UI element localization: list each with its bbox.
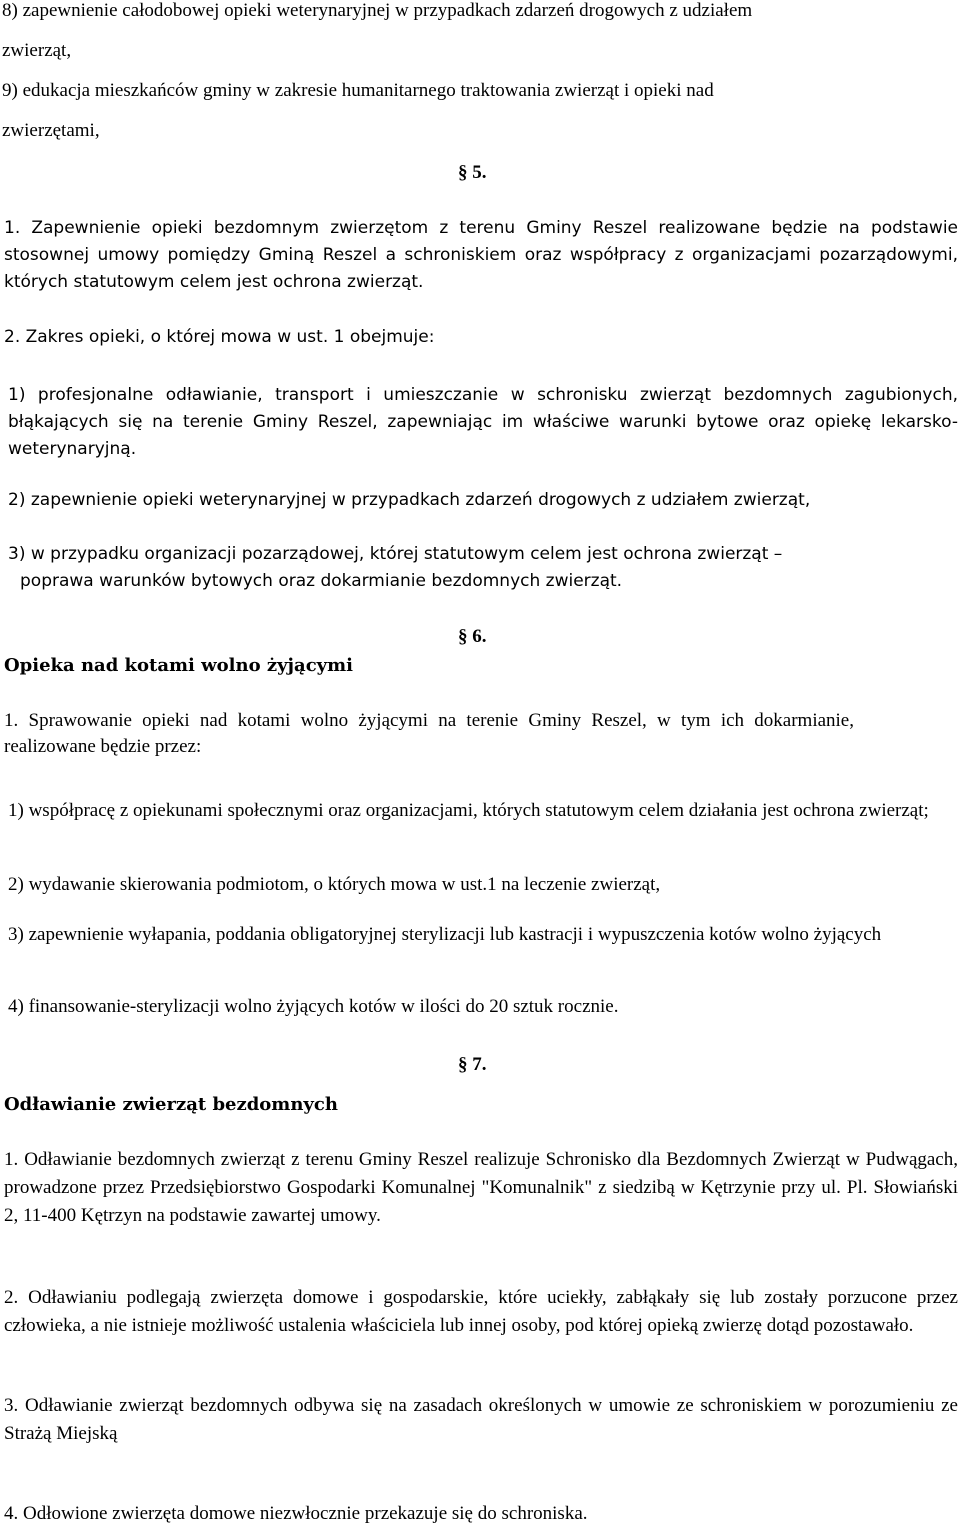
- section-6-item-4: 4) finansowanie-sterylizacji wolno żyjących kotów w ilości do 20 sztuk rocznie.: [8, 996, 619, 1017]
- section-6-paragraph-1: 1. Sprawowanie opieki nad kotami wolno żyjącymi na terenie Gminy Reszel, w tym ich dokarmianie, realizowane będzie przez:: [4, 710, 854, 757]
- section-7-paragraph-1: 1. Odławianie bezdomnych zwierząt z terenu Gminy Reszel realizuje Schronisko dla Bezdomnych Zwierząt w Pudwągach, prowadzone przez Przedsiębiorstwo Gospodarki Komunalnej "Komunalnik" z siedzibą w Kętrzynie przy ul. Pl. Słowiański 2, 11-400 Kętrzyn na podstawie zawartej umowy.: [4, 1149, 958, 1226]
- item-9-line-1: 9) edukacja mieszkańców gminy w zakresie humanitarnego traktowania zwierząt i opieki nad: [2, 80, 714, 101]
- section-5-item-3-line-1: 3) w przypadku organizacji pozarządowej, której statutowym celem jest ochrona zwierząt –: [8, 544, 783, 564]
- section-6-item-1: 1) współpracę z opiekunami społecznymi oraz organizacjami, których statutowym celem działania jest ochrona zwierząt;: [8, 800, 929, 821]
- section-7-paragraph-2: 2. Odławianiu podlegają zwierzęta domowe i gospodarskie, które uciekły, zabłąkały się lub zostały porzucone przez człowieka, a nie istnieje możliwość ustalenia właściciela lub innej osoby, pod której opieką zwierzę dotąd pozostawało.: [4, 1287, 958, 1336]
- section-5-paragraph-1: 1. Zapewnienie opieki bezdomnym zwierzętom z terenu Gminy Reszel realizowane będzie na podstawie stosownej umowy pomiędzy Gminą Reszel a schroniskiem oraz współpracy z organizacjami pozarządowymi, których statutowym celem jest ochrona zwierząt.: [4, 218, 958, 292]
- section-6-heading: § 6.: [458, 626, 487, 647]
- section-5-item-3-line-2: poprawa warunków bytowych oraz dokarmianie bezdomnych zwierząt.: [20, 571, 623, 591]
- section-7-paragraph-3: 3. Odławianie zwierząt bezdomnych odbywa się na zasadach określonych w umowie ze schroniskiem w porozumieniu ze Strażą Miejską: [4, 1395, 958, 1444]
- item-8-line-2: zwierząt,: [2, 40, 72, 61]
- section-7-title: Odławianie zwierząt bezdomnych: [4, 1094, 338, 1115]
- section-5-item-1: 1) profesjonalne odławianie, transport i umieszczanie w schronisku zwierząt bezdomnych zagubionych, błąkających się na terenie Gminy Reszel, zapewniając im właściwe warunki bytowe oraz opiekę lekarsko-weterynaryjną.: [8, 385, 958, 459]
- section-5-heading: § 5.: [458, 162, 487, 183]
- section-7-paragraph-4: 4. Odłowione zwierzęta domowe niezwłocznie przekazuje się do schroniska.: [4, 1503, 588, 1524]
- item-8-line-1: 8) zapewnienie całodobowej opieki weterynaryjnej w przypadkach zdarzeń drogowych z udziałem: [2, 0, 753, 21]
- section-5-paragraph-2: 2. Zakres opieki, o której mowa w ust. 1 obejmuje:: [4, 327, 435, 347]
- item-9-line-2: zwierzętami,: [2, 120, 100, 141]
- section-6-item-3: 3) zapewnienie wyłapania, poddania obligatoryjnej sterylizacji lub kastracji i wypuszczenia kotów wolno żyjących: [8, 924, 882, 945]
- section-5-item-2: 2) zapewnienie opieki weterynaryjnej w przypadkach zdarzeń drogowych z udziałem zwierząt,: [8, 490, 811, 510]
- section-6-item-2: 2) wydawanie skierowania podmiotom, o których mowa w ust.1 na leczenie zwierząt,: [8, 874, 661, 895]
- section-6-title: Opieka nad kotami wolno żyjącymi: [4, 655, 354, 676]
- section-7-heading: § 7.: [458, 1054, 487, 1075]
